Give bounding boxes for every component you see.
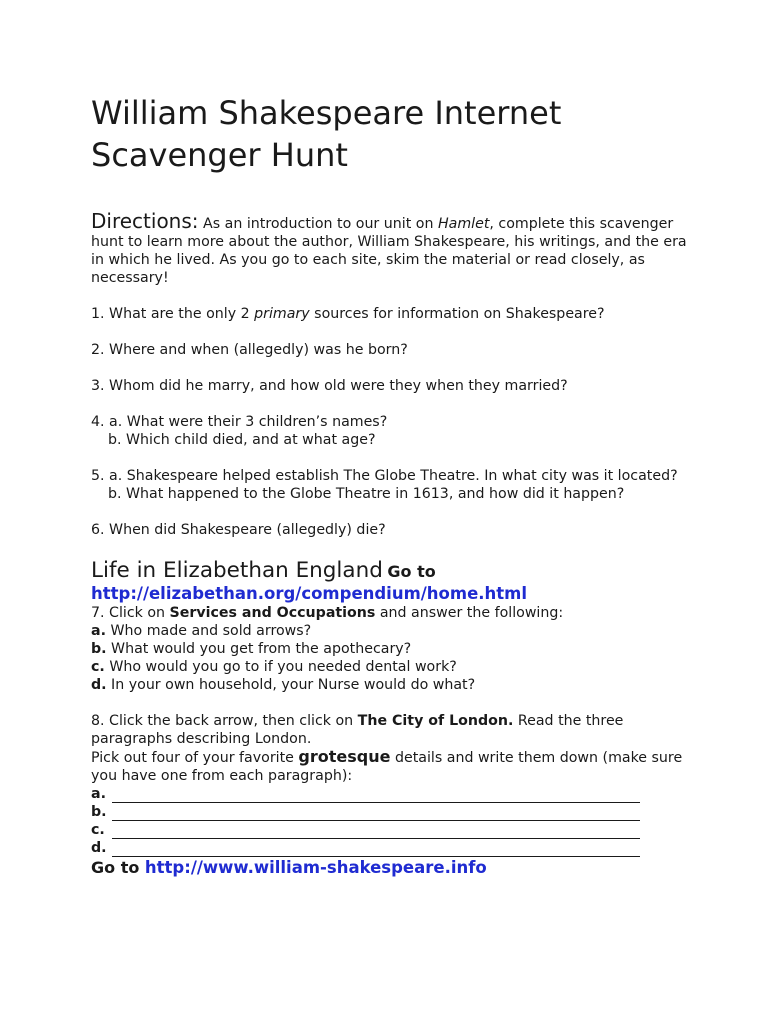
question-8-text-a: 8. Click the back arrow, then click on [91, 713, 358, 729]
services-occupations-label: Services and Occupations [169, 605, 376, 621]
question-3: 3. Whom did he marry, and how old were they when they married? [91, 378, 568, 394]
question-7-intro-b: and answer the following: [375, 605, 564, 621]
question-8-pick [91, 748, 691, 785]
directions-label: Directions: [91, 209, 199, 233]
question-6: 6. When did Shakespeare (allegedly) die? [91, 522, 386, 538]
section-heading [91, 559, 691, 585]
question-7-item [91, 640, 691, 658]
title-line-1: William Shakespeare Internet [91, 94, 562, 132]
question-7-item [91, 658, 691, 676]
item-text: Who made and sold arrows? [105, 623, 312, 639]
blank-rule[interactable] [112, 843, 640, 857]
city-of-london-label: The City of London. [357, 713, 514, 729]
answer-blank-d[interactable] [91, 839, 691, 857]
footer-goto: Go to [91, 858, 145, 877]
grotesque-word: grotesque [298, 747, 391, 766]
answer-blank-a[interactable] [91, 785, 691, 803]
worksheet-body [91, 209, 691, 879]
question-7-intro [91, 604, 691, 622]
question-1-text-a: 1. What are the only 2 [91, 306, 255, 322]
directions-work-title: Hamlet [437, 216, 490, 232]
blank-rule[interactable] [112, 825, 640, 839]
blank-letter: d. [91, 840, 107, 856]
answer-blank-b[interactable] [91, 803, 691, 821]
question-4 [91, 413, 691, 449]
question-8-intro [91, 712, 691, 748]
footer-goto-row [91, 857, 691, 879]
item-letter: b. [91, 641, 107, 657]
section-url-row [91, 585, 691, 604]
blank-letter: c. [91, 822, 105, 838]
question-8-pick-b: details and write them down (make sure you have one from each paragraph): [91, 750, 683, 784]
question-8-pick-a: Pick out four of your favorite [91, 750, 299, 766]
section-goto: Go to [387, 562, 436, 581]
blank-letter: a. [91, 786, 106, 802]
question-1-text-b: sources for information on Shakespeare? [309, 306, 605, 322]
blank-rule[interactable] [112, 807, 640, 821]
question-4a: 4. a. What were their 3 children’s names? [91, 414, 388, 430]
elizabethan-link[interactable]: http://elizabethan.org/compendium/home.html [91, 584, 528, 603]
directions-text-a: As an introduction to our unit on [198, 216, 438, 232]
question-8-text-b: Read the three paragraphs describing London. [91, 713, 624, 747]
question-1-emphasis: primary [254, 306, 310, 322]
question-5b: b. What happened to the Globe Theatre in 1613, and how did it happen? [108, 486, 625, 502]
item-text: In your own household, your Nurse would do what? [106, 677, 476, 693]
question-5a: 5. a. Shakespeare helped establish The Globe Theatre. In what city was it located? [91, 468, 678, 484]
question-7-item [91, 622, 691, 640]
item-letter: d. [91, 677, 107, 693]
shakespeare-info-link[interactable]: http://www.william-shakespeare.info [144, 858, 487, 877]
item-letter: a. [91, 623, 106, 639]
section-title: Life in Elizabethan England [91, 558, 383, 583]
question-7-item [91, 676, 691, 694]
question-8 [91, 712, 691, 879]
question-2: 2. Where and when (allegedly) was he born? [91, 342, 408, 358]
question-7 [91, 604, 691, 694]
question-5 [91, 467, 691, 503]
page-title [91, 92, 561, 176]
item-letter: c. [91, 659, 105, 675]
title-line-2: Scavenger Hunt [91, 136, 348, 174]
answer-blank-c[interactable] [91, 821, 691, 839]
directions-text-b: , complete this scavenger hunt to learn more about the author, William Shakespeare, his writings, and the era in which he lived. As you go to each site, skim the material or read closely, as necessary! [91, 216, 687, 286]
item-text: Who would you go to if you needed dental work? [104, 659, 457, 675]
blank-letter: b. [91, 804, 107, 820]
directions-paragraph [91, 209, 691, 287]
item-text: What would you get from the apothecary? [106, 641, 412, 657]
question-7-intro-a: 7. Click on [91, 605, 170, 621]
question-4b: b. Which child died, and at what age? [108, 432, 376, 448]
blank-rule[interactable] [112, 789, 640, 803]
question-1 [91, 305, 691, 323]
